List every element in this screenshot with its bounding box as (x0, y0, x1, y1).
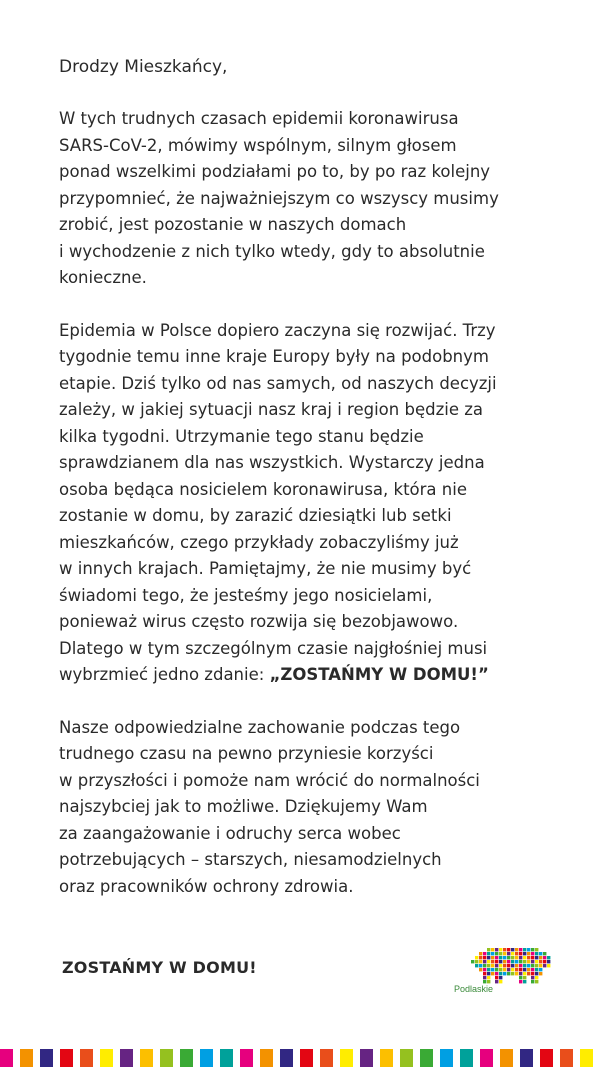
logo-label: Podlaskie (454, 984, 494, 994)
paragraph-2-line: zostanie w domu, by zarazić dziesiątki lub setki (59, 506, 452, 525)
paragraph-3-line: oraz pracowników ochrony zdrowia. (59, 876, 354, 896)
paragraph-2 (59, 318, 559, 689)
slogan-emphasis: „ZOSTAŃMY W DOMU!” (269, 665, 489, 684)
paragraph-2-line: w innych krajach. Pamiętajmy, że nie musimy być (59, 559, 472, 578)
paragraph-2-line: tygodnie temu inne kraje Europy były na podobnym (59, 347, 489, 366)
paragraph-1-line: przypomnieć, że najważniejszym co wszyscy musimy (59, 188, 499, 208)
paragraph-1-line: zrobić, jest pozostanie w naszych domach (59, 215, 407, 234)
paragraph-3-line: potrzebujących – starszych, niesamodzielnych (59, 850, 442, 869)
paragraph-2-line: wybrzmieć jedno zdanie: (59, 665, 270, 684)
paragraph-2-line: Epidemia w Polsce dopiero zaczyna się rozwijać. Trzy (59, 320, 496, 340)
paragraph-2-line: świadomi tego, że jesteśmy jego nosicielami, (59, 585, 433, 605)
paragraph-2-line: ponieważ wirus często rozwija się bezobjawowo. (59, 612, 459, 631)
paragraph-1-line: W tych trudnych czasach epidemii koronawirusa (59, 109, 459, 128)
paragraph-3 (59, 715, 559, 901)
letter-body (59, 54, 559, 926)
paragraph-2-line: Dlatego w tym szczególnym czasie najgłośniej musi (59, 638, 488, 658)
paragraph-3-line: za zaangażowanie i odruchy serca wobec (59, 823, 401, 843)
paragraph-2-line: kilka tygodni. Utrzymanie tego stanu będzie (59, 426, 424, 446)
paragraph-1-line: SARS-CoV-2, mówimy wspólnym, silnym głosem (59, 135, 457, 155)
footer-slogan: ZOSTAŃMY W DOMU! (62, 958, 257, 977)
paragraph-2-line: sprawdzianem dla nas wszystkich. Wystarczy jedna (59, 453, 485, 472)
paragraph-1-line: konieczne. (59, 268, 147, 287)
greeting: Drodzy Mieszkańcy, (59, 57, 228, 77)
decorative-color-stripe (0, 1049, 600, 1067)
paragraph-3-line: najszybciej jak to możliwe. Dziękujemy Wam (59, 797, 428, 816)
paragraph-1 (59, 106, 559, 292)
paragraph-2-line: osoba będąca nosicielem koronawirusa, która nie (59, 479, 467, 499)
paragraph-1-line: i wychodzenie z nich tylko wtedy, gdy to absolutnie (59, 241, 485, 261)
paragraph-2-line: zależy, w jakiej sytuacji nasz kraj i region będzie za (59, 400, 483, 419)
paragraph-3-line: w przyszłości i pomoże nam wrócić do normalności (59, 770, 480, 790)
paragraph-1-line: ponad wszelkimi podziałami po to, by po raz kolejny (59, 162, 491, 181)
paragraph-2-line: etapie. Dziś tylko od nas samych, od naszych decyzji (59, 373, 497, 393)
paragraph-3-line: Nasze odpowiedzialne zachowanie podczas tego (59, 717, 461, 737)
paragraph-2-line: mieszkańców, czego przykłady zobaczyliśmy już (59, 532, 459, 552)
paragraph-3-line: trudnego czasu na pewno przyniesie korzyści (59, 744, 434, 763)
